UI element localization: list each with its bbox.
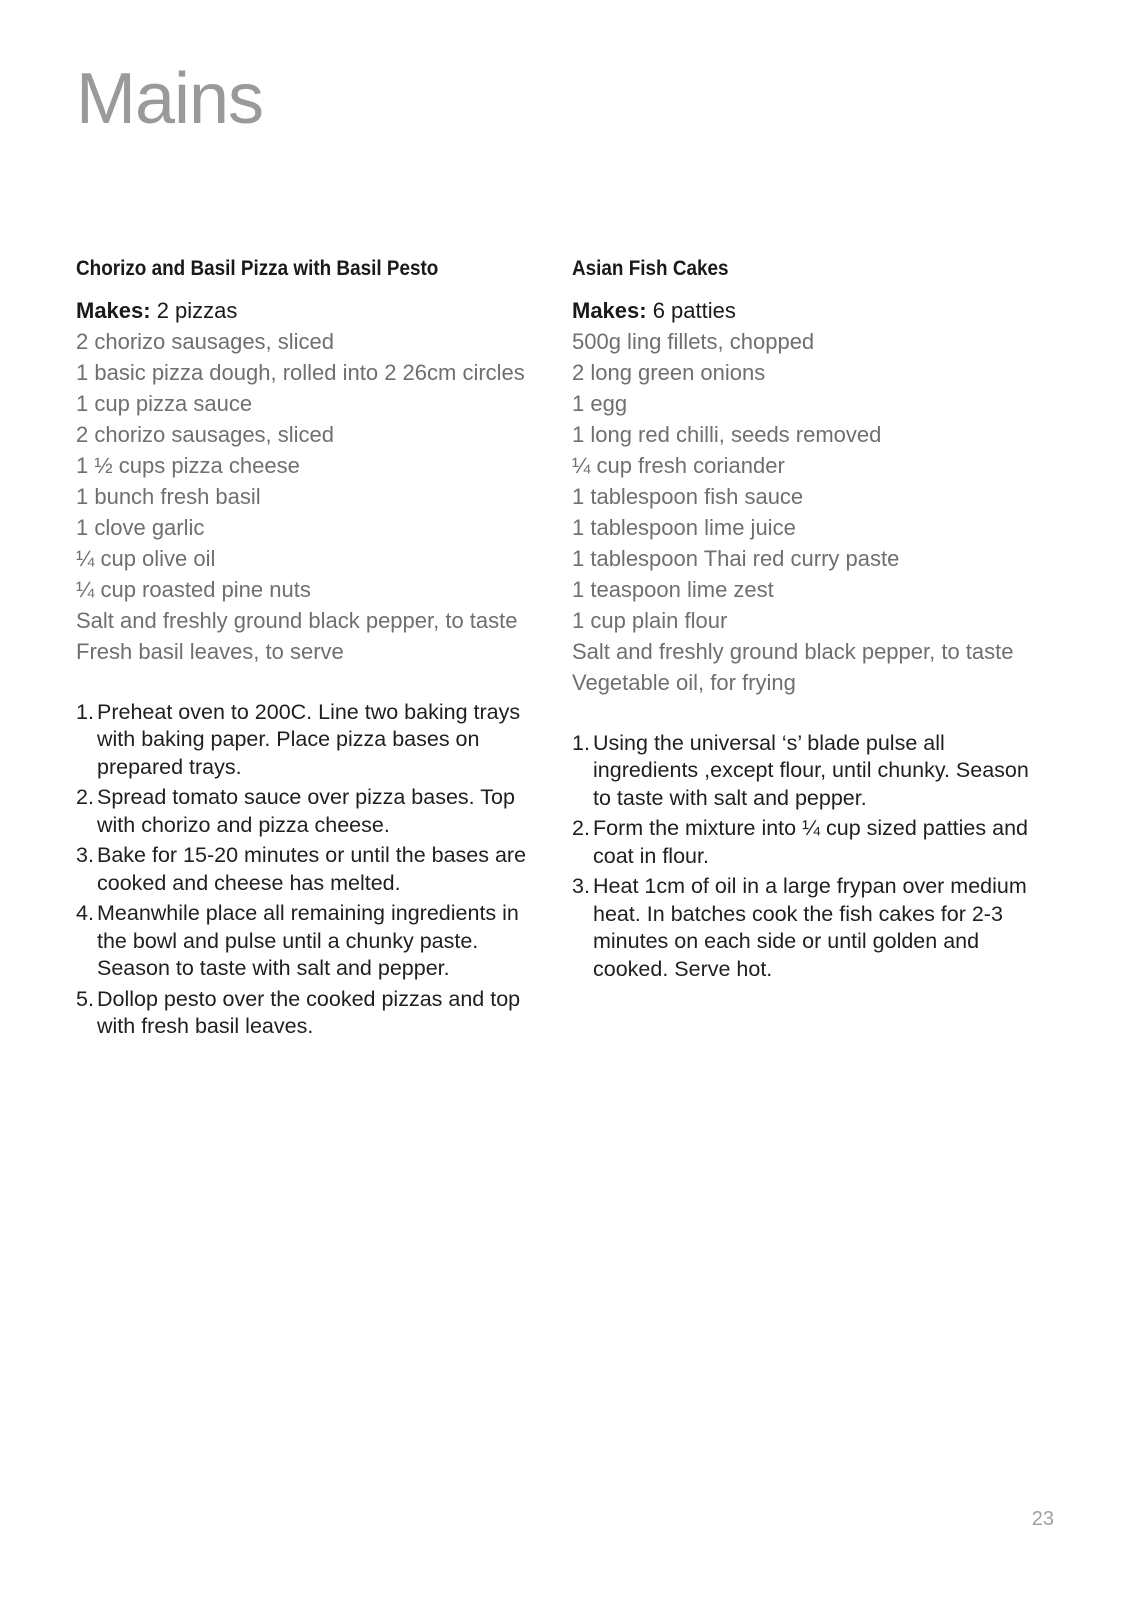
method-step	[76, 842, 546, 897]
ingredient-item: 1 cup plain flour	[572, 607, 728, 633]
makes-value: 2 pizzas	[150, 298, 238, 324]
ingredient-item: ¼ cup roasted pine nuts	[76, 576, 311, 602]
ingredient-item: 500g ling fillets, chopped	[572, 328, 815, 354]
ingredient-item: Vegetable oil, for frying	[572, 669, 796, 695]
step-text: Preheat oven to 200C. Line two baking trays with baking paper. Place pizza bases on prepared trays.	[97, 699, 521, 779]
method-step	[572, 815, 1042, 870]
recipe-yield	[572, 296, 1042, 326]
step-text: Using the universal ‘s’ blade pulse all ingredients ,except flour, until chunky. Season to taste with salt and pepper.	[593, 730, 1029, 810]
makes-value: 6 patties	[646, 298, 736, 324]
ingredient-item: 1 teaspoon lime zest	[572, 576, 774, 602]
step-number: 1.	[76, 699, 94, 724]
makes-label: Makes:	[76, 298, 151, 324]
makes-label: Makes:	[572, 298, 647, 324]
ingredient-item: 1 tablespoon lime juice	[572, 514, 796, 540]
method-step	[76, 986, 546, 1041]
ingredient-item: 1 basic pizza dough, rolled into 2 26cm circles	[76, 359, 525, 385]
step-number: 1.	[572, 730, 590, 755]
page-number: 23	[1031, 1508, 1054, 1530]
method-step	[572, 873, 1042, 983]
ingredient-item: 2 chorizo sausages, sliced	[76, 421, 335, 447]
ingredient-item: 1 long red chilli, seeds removed	[572, 421, 882, 447]
ingredient-item: 1 cup pizza sauce	[76, 390, 253, 416]
recipe-asian-fish-cakes	[572, 255, 1042, 986]
ingredient-item: 1 tablespoon Thai red curry paste	[572, 545, 900, 571]
step-text: Meanwhile place all remaining ingredients in the bowl and pulse until a chunky paste. Season to taste with salt and pepper.	[97, 901, 519, 981]
step-text: Bake for 15-20 minutes or until the bases are cooked and cheese has melted.	[97, 843, 527, 895]
method-steps	[572, 730, 1042, 984]
method-steps	[76, 699, 546, 1041]
step-number: 3.	[76, 843, 94, 868]
step-number: 2.	[572, 816, 590, 841]
recipe-title: Asian Fish Cakes	[572, 257, 729, 280]
ingredient-item: 1 clove garlic	[76, 514, 205, 540]
ingredient-list	[572, 328, 1042, 696]
step-text: Heat 1cm of oil in a large frypan over medium heat. In batches cook the fish cakes for 2-3 minutes on each side or until golden and cooked. Serve hot.	[593, 874, 1027, 981]
ingredient-item: 1 ½ cups pizza cheese	[76, 452, 300, 478]
ingredient-item: 1 bunch fresh basil	[76, 483, 261, 509]
step-text: Spread tomato sauce over pizza bases. Top with chorizo and pizza cheese.	[97, 785, 515, 837]
ingredient-item: ¼ cup fresh coriander	[572, 452, 785, 478]
recipe-chorizo-basil-pizza	[76, 255, 546, 1044]
step-number: 5.	[76, 986, 94, 1011]
step-number: 3.	[572, 874, 590, 899]
ingredient-item: Fresh basil leaves, to serve	[76, 638, 344, 664]
step-text: Form the mixture into ¼ cup sized patties and coat in flour.	[593, 816, 1028, 868]
ingredient-item: Salt and freshly ground black pepper, to taste	[572, 638, 1014, 664]
ingredient-item: ¼ cup olive oil	[76, 545, 216, 571]
method-step	[76, 784, 546, 839]
step-number: 4.	[76, 901, 94, 926]
recipe-yield	[76, 296, 546, 326]
page-title: Mains	[76, 59, 264, 139]
method-step	[572, 730, 1042, 813]
ingredient-item: 2 chorizo sausages, sliced	[76, 328, 335, 354]
ingredient-item: 1 egg	[572, 390, 628, 416]
step-number: 2.	[76, 785, 94, 810]
ingredient-item: 1 tablespoon fish sauce	[572, 483, 804, 509]
ingredient-list	[76, 328, 546, 665]
method-step	[76, 699, 546, 782]
recipe-title: Chorizo and Basil Pizza with Basil Pesto	[76, 257, 439, 280]
step-text: Dollop pesto over the cooked pizzas and top with fresh basil leaves.	[97, 986, 521, 1039]
ingredient-item: 2 long green onions	[572, 359, 766, 385]
method-step	[76, 900, 546, 983]
ingredient-item: Salt and freshly ground black pepper, to taste	[76, 607, 518, 633]
